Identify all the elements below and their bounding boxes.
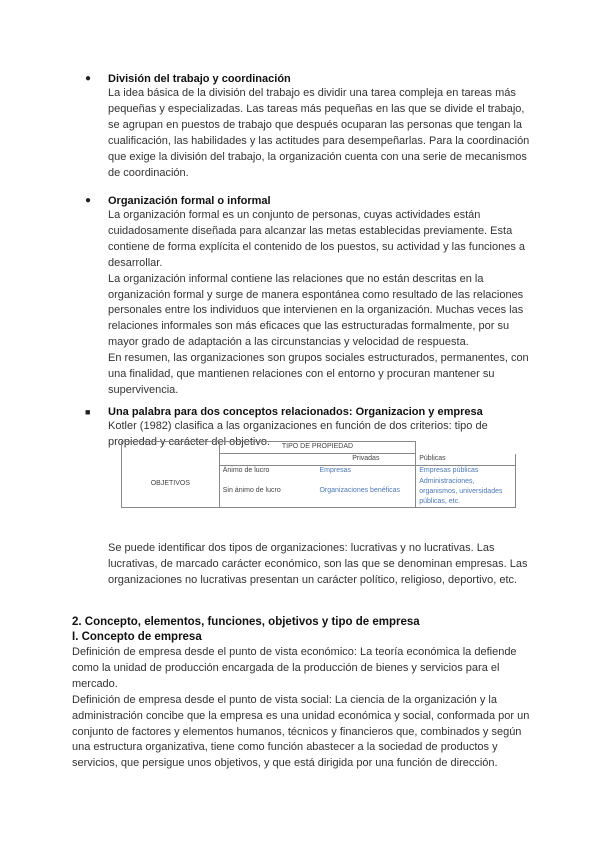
concept-section [72, 615, 534, 772]
kotler-classification-table [121, 441, 516, 508]
table-corner-cell [122, 442, 220, 454]
row-label: Ánimo de lucro [219, 466, 316, 478]
row-label-objetivos: OBJETIVOS [122, 466, 220, 508]
section-title: División del trabajo y coordinación [108, 73, 291, 85]
table-cell: Empresas [316, 466, 415, 478]
col-publicas: Públicas [416, 454, 516, 466]
section-body [108, 208, 535, 399]
table-cell: Administraciones, organismos, universidades públicas, etc. [416, 477, 516, 508]
paragraph: Se puede identificar dos tipos de organizaciones: lucrativas y no lucrativas. Las lucrativas, de marcado carácter económico, son las que se denominan empresas. Las organizaciones no lucrativas presentan un carácter político, religioso, deportivo, etc. [108, 542, 528, 586]
table-header: TIPO DE PROPIEDAD [219, 442, 415, 454]
section-body [108, 86, 535, 181]
section-organizacion-formal-informal [85, 194, 535, 399]
table-cell: Organizaciones benéficas [316, 477, 415, 508]
section-title: Una palabra para dos conceptos relacionados: Organizacion y empresa [108, 406, 483, 418]
paragraph: En resumen, las organizaciones son grupos sociales estructurados, permanentes, con una finalidad, que mantienen relaciones con el entorno y procuran mantener su supervivencia. [108, 352, 529, 396]
col-privadas: Privadas [316, 454, 415, 466]
table-cell [219, 454, 316, 466]
heading-3: I. Concepto de empresa [72, 631, 202, 643]
paragraph: Definición de empresa desde el punto de vista social: La ciencia de la organización y la administración concibe que la empresa es una unidad económica y social, conformada por un conjunto de factores y elementos humanos, técnicos y financieros que, combinados y según una estructura organizativa, tiene como función abastecer a la sociedad de productos y servicios, que persigue unos objetivos, y que está dirigida por una función de dirección. [72, 693, 530, 770]
bullet-dot-icon: ● [85, 73, 92, 84]
paragraph: La idea básica de la división del trabajo es dividir una tarea compleja en tareas más pequeñas y especializadas. Las tareas más pequeñas en las que se divide el trabajo, se agrupan en puestos de trabajo que después ocuparan las personas que tengan la cualificación, las habilidades y las actitudes para desempeñarlas. Para la coordinación que exige la división del trabajo, la organización cuenta con una serie de mecanismos de coordinación. [108, 87, 530, 179]
paragraph: Kotler (1982) clasifica a las organizaciones en función de dos criterios: tipo de propiedad y carácter del objetivo. [108, 420, 488, 448]
table-cell [122, 454, 220, 466]
section-division-trabajo [85, 72, 535, 181]
bullet-square-icon: ■ [85, 407, 91, 417]
row-label: Sin ánimo de lucro [219, 477, 316, 508]
heading-2: 2. Concepto, elementos, funciones, objetivos y tipo de empresa [72, 616, 420, 628]
paragraph: La organización informal contiene las relaciones que no están descritas en la organización formal y surge de manera espontánea como resultado de las relaciones personales entre los individuos que intervienen en la organización. Muchas veces las relaciones informales son más eficaces que las estructuradas formalmente, por su mayor grado de adaptación a las circunstancias y velocidad de respuesta. [108, 272, 524, 349]
paragraph: Definición de empresa desde el punto de vista económico: La teoría económica la defiende como la unidad de producción encargada de la producción de bienes y servicios para el mercado. [72, 646, 517, 690]
section-title: Organización formal o informal [108, 195, 271, 207]
after-table-paragraph [108, 541, 535, 589]
table-cell: Empresas públicas [416, 466, 516, 478]
bullet-dot-icon: ● [85, 195, 92, 206]
paragraph: La organización formal es un conjunto de personas, cuyas actividades están cuidadosamente diseñada para alcanzar las metas establecidas previamente. Esta contiene de forma explícita el contenido de los puestos, su actividad y las funciones a desarrollar. [108, 209, 526, 269]
